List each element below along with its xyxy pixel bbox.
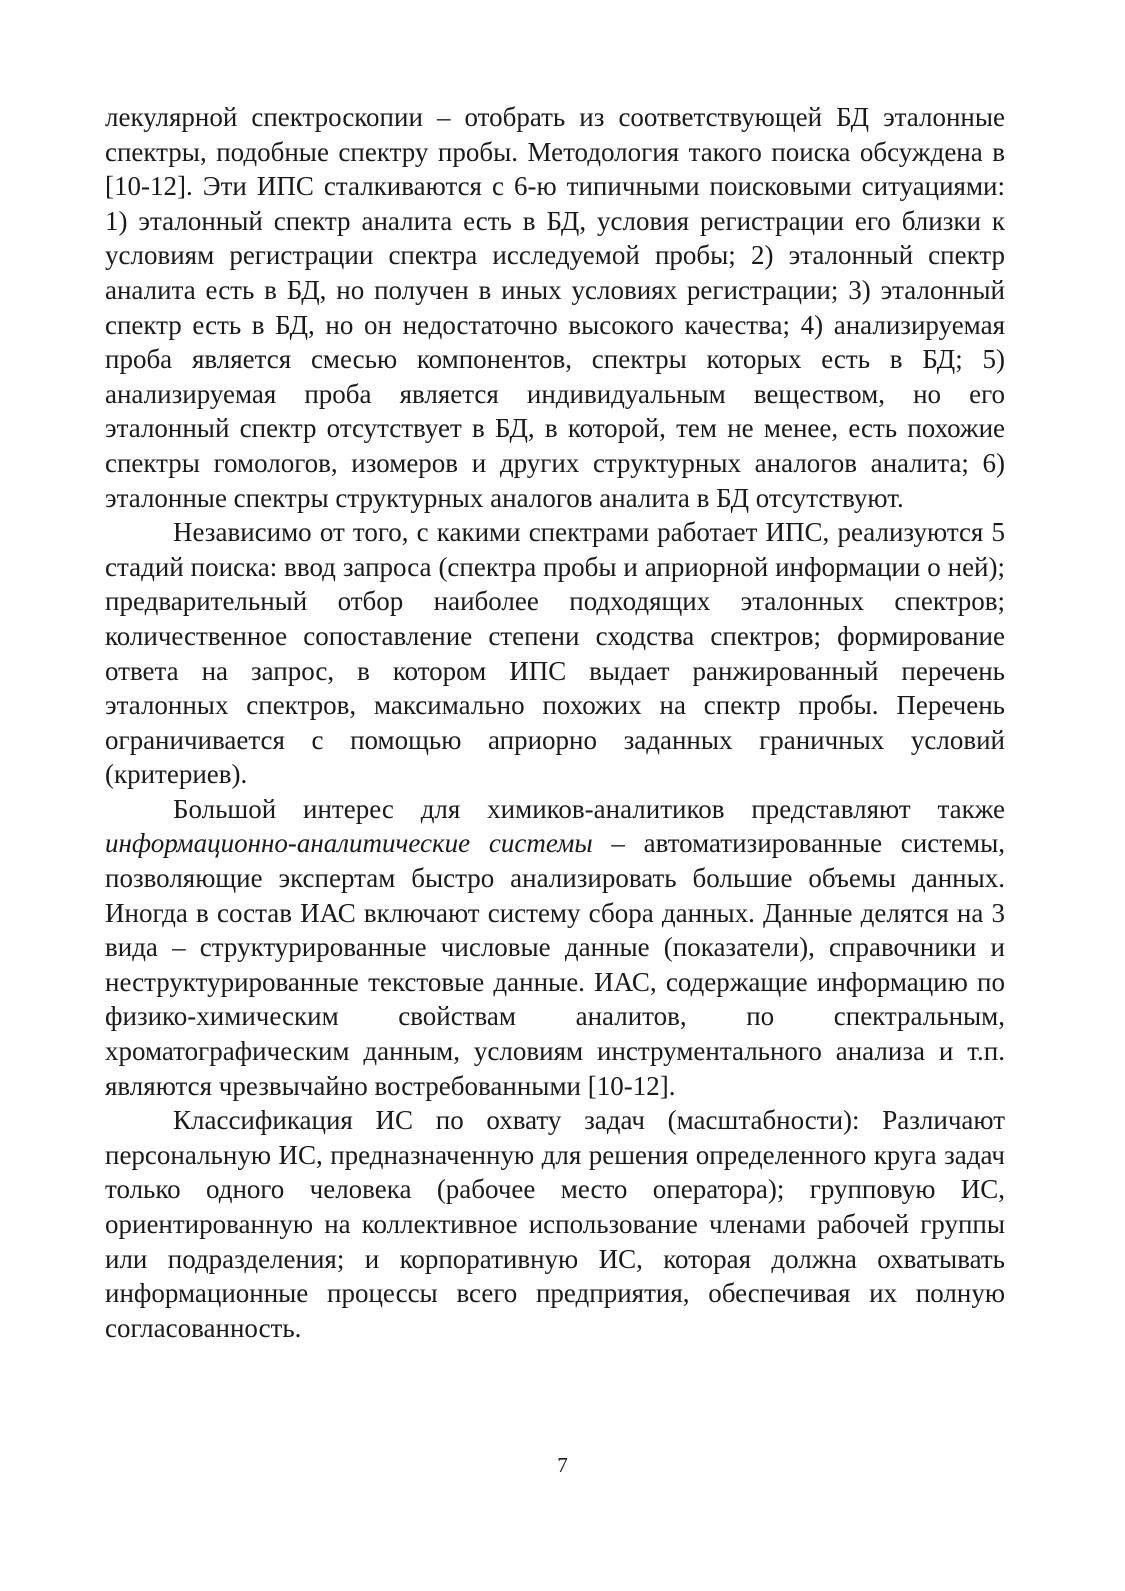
paragraph-ias: [105, 792, 1005, 1103]
paragraph-classification: Классификация ИС по охвату задач (масштабности): Различают персональную ИС, предназначенную для решения определенного круга задач только одного человека (рабочее место оператора); групповую ИС, ориентированную на коллективное использование членами рабочей группы или подразделения; и корпоративную ИС, которая должна охватывать информационные процессы всего предприятия, обеспечивая их полную согласованность.: [105, 1105, 1005, 1343]
page-number: 7: [557, 1453, 568, 1477]
paragraph-ias-lead: Большой интерес для химиков-аналитиков представляют также: [173, 793, 1005, 824]
paragraph-continuation: лекулярной спектроскопии – отобрать из соответствующей БД эталонные спектры, подобные спектру пробы. Методология такого поиска обсуждена в [10-12]. Эти ИПС сталкиваются с 6-ю типичными поисковыми ситуациями: 1) эталонный спектр аналита есть в БД, условия регистрации его близки к условиям регистрации спектра исследуемой пробы; 2) эталонный спектр аналита есть в БД, но получен в иных условиях регистрации; 3) эталонный спектр есть в БД, но он недостаточно высокого качества; 4) анализируемая проба является смесью компонентов, спектры которых есть в БД; 5) анализируемая проба является индивидуальным веществом, но его эталонный спектр отсутствует в БД, в которой, тем не менее, есть похожие спектры гомологов, изомеров и других структурных аналогов аналита; 6) эталонные спектры структурных аналогов аналита в БД отсутствуют.: [105, 102, 1005, 513]
paragraph-ias-rest: – автоматизированные системы, позволяющие экспертам быстро анализировать большие объемы данных. Иногда в состав ИАС включают систему сбора данных. Данные делятся на 3 вида – структурированные числовые данные (показатели), справочники и неструктурированные текстовые данные. ИАС, содержащие информацию по физико-химическим свойствам аналитов, по спектральным, хроматографическим данным, условиям инструментального анализа и т.п. являются чрезвычайно востребованными [10-12].: [105, 828, 1005, 1101]
paragraph-search-stages: Независимо от того, с какими спектрами работает ИПС, реализуются 5 стадий поиска: ввод запроса (спектра пробы и априорной информации о ней); предварительный отбор наиболее подходящих эталонных спектров; количественное сопоставление степени сходства спектров; формирование ответа на запрос, в котором ИПС выдает ранжированный перечень эталонных спектров, максимально похожих на спектр пробы. Перечень ограничивается с помощью априорно заданных граничных условий (критериев).: [105, 517, 1005, 790]
body-text: [105, 100, 1005, 1345]
term-ias-italic: информационно-аналитические системы: [105, 828, 593, 859]
